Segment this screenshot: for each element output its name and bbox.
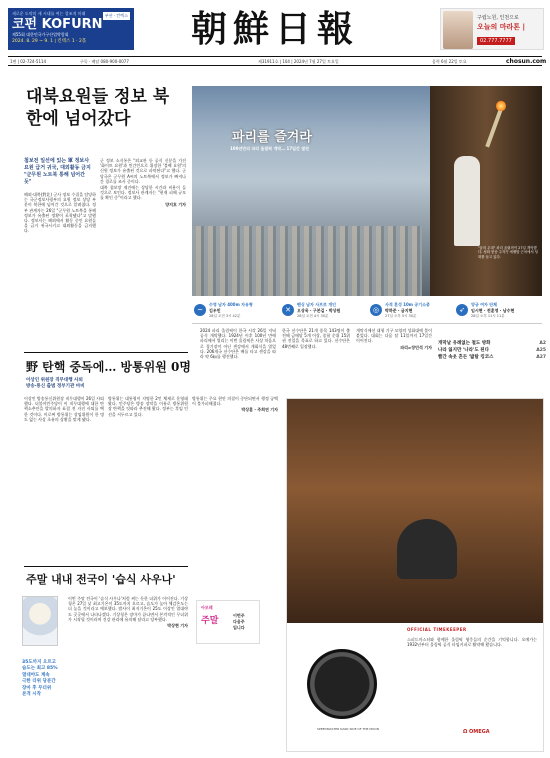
ad-omega-watch-caption: SPEEDMASTER DARK SIDE OF THE MOON — [317, 727, 379, 731]
story2-para: 방통위는 대통령이 지명한 2인 체제로 운영돼 왔다. 민주당은 방송 장악을 이유로 방통위원장 탄핵을 잇따라 추진해 왔다. 정부는 후임 인선을 서두르고 있다. — [108, 396, 188, 417]
omega-logo: Ω OMEGA — [463, 729, 490, 735]
olympic-photo[interactable] — [192, 86, 542, 296]
ad-kofurn-line1: 새로운 도약의 새 시대를 여는 창조적 미래 — [12, 11, 86, 16]
index-page: A2 — [539, 341, 546, 346]
lead-body-para: 해외·대북(對北) 군사 정보 수집을 담당하는 국군정보사령부의 요원 정보 상당 부분이 북한에 넘어간 것으로 알려졌다. 정부 관계자는 26일 "군무원 노트북을 통해 정보가 유출된 정황이 포착됐다"고 말했다. 정보사는 해외에서 활동 중인 요원들을 급거 귀국시키고 대외활동을 금지했다. — [24, 192, 96, 234]
ad-omega-photo — [287, 399, 543, 623]
story2-para: 방통위는 주요 현안 의결이 중단되면서 행정 공백이 불가피해졌다. — [192, 396, 278, 407]
event-time: 28일 오전 4시 30분 — [297, 314, 329, 318]
ad-amore-line: 입니다 — [233, 625, 245, 630]
torch-bearer — [454, 156, 480, 246]
lead-byline: 양지호 기자 — [165, 201, 186, 207]
photo-caption: "꿈의 무대" 파리 올림픽이 27일 개막했다. 성화 봉송 주자가 에펠탑 근처에서 성화를 들고 있다. — [478, 246, 538, 259]
shooting-icon: ◎ — [370, 304, 382, 316]
ad-amore-text — [233, 613, 245, 631]
ad-portrait — [443, 11, 473, 49]
ad-marathon-phone: 02.777.7777 — [477, 37, 515, 45]
index-label: 개막날 유례없는 철도 방화 — [438, 341, 491, 346]
story2-deck-line: 이상인 위원장 직무대행 사퇴 — [26, 378, 83, 383]
photo-title: 파리를 즐겨라 — [232, 130, 312, 145]
lead-deck-line: "군무원 노트북 통해 넘어간 듯" — [24, 172, 85, 185]
ad-marathon-line2: 오늘의 마라톤 | — [477, 23, 526, 31]
dateline-issue: 제31911호 | 104 | 2024년 7월 27일 토요일 — [258, 59, 339, 64]
event-category: 펜싱 남자 사브르 개인 — [297, 302, 336, 307]
pull-line: 장마 후 무더위 — [22, 685, 52, 691]
index-item[interactable] — [438, 340, 546, 347]
event-athlete: 김우민 — [209, 308, 221, 313]
index-label: 나라 잃지만 '나라'도 된다 — [438, 348, 489, 353]
story2-para: 이상인 방송통신위원장 직무대행이 26일 사퇴했다. 더불어민주당이 이 직무대행에 대한 탄핵소추안을 발의하자 표결 전 자진 사퇴를 택한 것이다. 이로써 방통위는 상임위원이 한 명도 없는 사상 초유의 상황을 맞게 됐다. — [24, 396, 104, 422]
lead-body-col1 — [24, 192, 96, 344]
archery-icon: ➶ — [456, 304, 468, 316]
story3-body — [68, 596, 188, 746]
dateline-lunar: 음력 6월 22일 토요 — [432, 59, 467, 64]
event-category: 사격 혼성 10m 공기소총 — [385, 302, 430, 307]
index-label: 빨간 속옷 흔든 '밟탈 킹코스 — [438, 355, 494, 360]
paris-skyline — [192, 226, 422, 296]
ad-kofurn-badge: 부산 · 킨텍스 — [104, 13, 128, 18]
pull-line: 35도까지 오르고 — [22, 660, 56, 665]
lead-deck-line: 첨보전 일선에 있는 軍 정보사 — [24, 158, 90, 164]
ad-amore-line: 다음주 — [233, 619, 245, 624]
story3-pullquote — [22, 660, 62, 698]
ad-marathon[interactable] — [440, 8, 544, 50]
story2-col2 — [108, 396, 188, 556]
watch-icon — [307, 649, 377, 719]
ad-kofurn[interactable] — [8, 8, 134, 50]
photo-story-para: 한국 선수단은 21개 종목 143명이 출전해 금메달 5개 이상, 종합 순위 15위권 진입을 목표로 하고 있다. 선수단은 48번째로 입장했다. — [282, 328, 350, 349]
section-rule — [24, 352, 188, 353]
index-page: A27 — [536, 355, 546, 360]
ad-marathon-line1: 구립노원, 인천으로 — [477, 15, 519, 21]
event-athlete: 박하준 · 금지현 — [385, 308, 413, 313]
story2-deck — [26, 378, 106, 390]
section-rule — [24, 566, 188, 567]
index-page: A25 — [536, 348, 546, 353]
photo-story-byline: 파리=장민석 기자 — [400, 344, 432, 350]
event-item[interactable] — [194, 300, 280, 322]
ad-kofurn-dates: 2024. 8. 29 ~ 9. 1 | 킨텍스 1 · 2홀 — [12, 39, 87, 44]
photo-story-col1 — [200, 328, 276, 392]
pull-line: 열대야도 계속 — [22, 672, 50, 678]
ad-amore[interactable] — [196, 600, 260, 644]
event-item[interactable] — [456, 300, 542, 322]
pull-line: 습도는 최고 85% — [22, 666, 58, 672]
index-item[interactable] — [438, 354, 546, 361]
lead-deck-line: 요원 급거 귀국, 대외활동 금지 — [24, 165, 91, 171]
ad-omega[interactable] — [286, 398, 544, 752]
dateline-subscribe: 구독 · 배달 080-900-0077 — [80, 59, 129, 64]
lead-headline[interactable]: 대북요원들 정보 북한에 넘어갔다 — [26, 87, 170, 129]
photo-story-col2 — [282, 328, 350, 392]
ad-omega-official: OFFICIAL TIMEKEEPER — [407, 627, 467, 632]
event-item[interactable] — [370, 300, 456, 322]
pull-line: 극한 더위 당분간 — [22, 679, 56, 685]
dateline-bar — [8, 56, 547, 66]
tower-structure — [430, 86, 542, 296]
lead-body-para: 대북 첩보망 재건에는 상당한 시간과 비용이 들 것으로 보인다. 정보사 관계자는 "현재 피해 규모를 확인 중"이라고 했다. — [100, 185, 186, 201]
events-strip — [192, 298, 542, 324]
event-athlete: 임시현 · 전훈영 · 남수현 — [471, 308, 515, 313]
story2-col1 — [24, 396, 104, 556]
event-athlete: 오상욱 · 구본길 · 박상원 — [297, 308, 341, 313]
story3-para: 이번 주말 전국이 '습식 사우나'처럼 찌는 듯한 더위가 이어진다. 기상청은 27일 낮 최고기온이 35도까지 오르고, 습도가 높아 체감온도는 더 높을 것이라고 예보했다. 밤사이 최저기온이 25도 이상인 열대야도 곳곳에서 나타나겠다. 기상청은 장마가 끝나면서 본격적인 무더위가 시작될 것이라며 건강 관리에 유의해 달라고 당부했다. — [68, 596, 188, 622]
weather-illustration — [22, 596, 58, 646]
event-category: 수영 남자 400m 자유형 — [209, 302, 253, 307]
story3-byline: 박상현 기자 — [167, 623, 188, 629]
photo-story-col3 — [356, 328, 432, 392]
pull-line: 본격 시작 — [22, 692, 41, 698]
fencing-icon: ✕ — [282, 304, 294, 316]
site-link[interactable]: chosun.com — [506, 58, 547, 65]
story3-headline[interactable]: 주말 내내 전국이 '습식 사우나' — [26, 573, 176, 586]
ad-kofurn-line4: 제55회 대한민국가구산업박람회 — [12, 32, 69, 37]
event-time: 27일 오후 5시 30분 — [385, 314, 417, 318]
photo-story-para: 2024 파리 올림픽이 한국 시각 26일 저녁 공식 개막했다. 1924년 이후 100년 만에 파리에서 열리는 이번 올림픽은 사상 처음으로 경기장이 아닌 센강에서 개회식을 열었다. 206개국 선수단은 배를 타고 센강을 따라 약 6㎞를 행진했다. — [200, 328, 276, 360]
event-category: 양궁 여자 단체 — [471, 302, 497, 307]
index-item[interactable] — [438, 347, 546, 354]
event-item[interactable] — [282, 300, 368, 322]
lead-deck — [24, 158, 94, 186]
ad-amore-line: 이번주 — [233, 613, 245, 618]
photo-subtitle: 100년만의 파리 올림픽 개막… 17일간 열전 — [230, 146, 309, 151]
masthead-logo: 朝鮮日報 — [190, 8, 359, 50]
story2-col3 — [192, 396, 278, 596]
ad-kofurn-brand: 코펀 KOFURN — [12, 17, 103, 32]
story2-byline: 박상훈 · 주희연 기자 — [241, 407, 278, 413]
ad-omega-athlete — [397, 519, 457, 579]
swim-icon: ~ — [194, 304, 206, 316]
story2-deck-line: 방송·통신 출범 정부기관 마비 — [26, 384, 85, 389]
photo-story-para: 개막식에선 대형 기구 모양의 성화대에 불이 붙었다. 대회는 다음 달 11일까지 17일간 이어진다. — [356, 328, 432, 344]
lead-body-para: 군 정보 소식통은 "외교관 등 공식 신분을 가진 '화이트 요원'과 민간인으로 위장한 '블랙 요원'의 신원 정보가 유출된 것으로 파악된다"고 했다. 군 당국은 군무원 A씨의 노트북에서 정보가 빠져나간 경로를 조사 중이다. — [100, 158, 186, 184]
flame-icon — [496, 100, 506, 112]
ad-amore-brand: 주말 — [201, 616, 219, 626]
story2-headline[interactable]: 野 탄핵 중독에… 방통위원 0명 — [26, 360, 191, 374]
dateline-phone: 1면 | 02-724-5114 — [10, 59, 47, 64]
event-time: 28일 오후 11시 11분 — [471, 314, 505, 318]
ad-amore-top: 아모레 — [201, 605, 213, 610]
event-time: 28일 오전 3시 42분 — [209, 314, 241, 318]
page-index — [438, 340, 546, 361]
lead-body-col2 — [100, 158, 186, 344]
ad-omega-copy: 스피드마스터와 함께한 올림픽 영웅들의 순간을 기억합니다. 오메가는 1932년부터 올림픽 공식 타임키퍼로 활약해 왔습니다. — [407, 637, 537, 648]
